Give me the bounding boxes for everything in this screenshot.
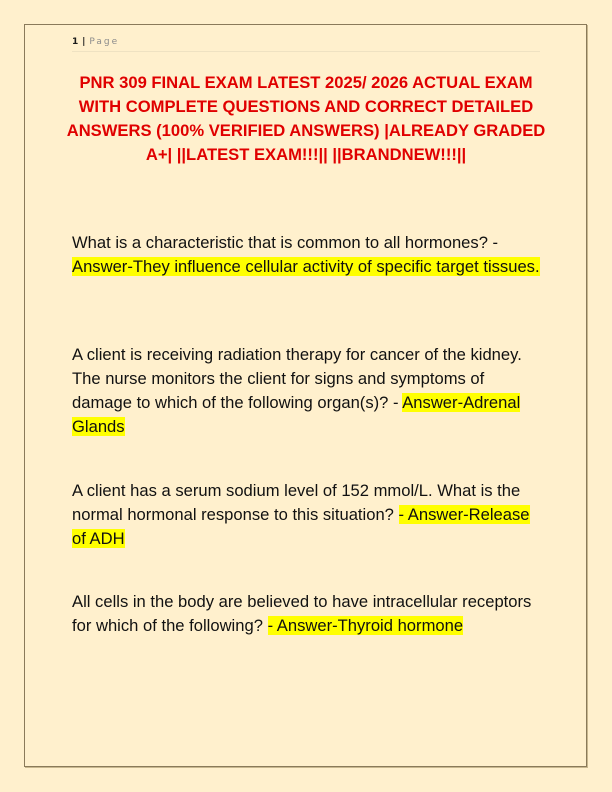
qa-item-3 — [72, 479, 542, 551]
header-separator: | — [82, 37, 86, 47]
qa-item-2 — [72, 343, 542, 439]
answer-text: - Answer-Release of ADH — [72, 505, 530, 548]
document-title: PNR 309 FINAL EXAM LATEST 2025/ 2026 ACTUAL EXAM WITH COMPLETE QUESTIONS AND CORRECT DETAILED ANSWERS (100% VERIFIED ANSWERS) |ALREADY GRADED A+| ||LATEST EXAM!!!|| ||BRANDNEW!!!|| — [66, 73, 546, 164]
question-text: All cells in the body are believed to have intracellular receptors for which of the following? — [72, 592, 532, 635]
question-text: A client has a serum sodium level of 152 mmol/L. What is the normal hormonal response to this situation? — [72, 481, 521, 524]
qa-item-4 — [72, 590, 542, 638]
answer-text: Answer-Adrenal Glands — [72, 393, 521, 436]
page-number: 1 — [72, 37, 79, 47]
answer-text: - Answer-Thyroid hormone — [267, 616, 464, 635]
page-header — [72, 36, 540, 52]
qa-item-1 — [72, 231, 542, 279]
question-text: What is a characteristic that is common to all hormones? - — [72, 233, 499, 252]
question-text: A client is receiving radiation therapy for cancer of the kidney. The nurse monitors the client for signs and symptoms of damage to which of the following organ(s)? - — [72, 345, 522, 412]
page-label: Page — [89, 37, 120, 47]
answer-text: Answer-They influence cellular activity of specific target tissues. — [72, 257, 540, 276]
